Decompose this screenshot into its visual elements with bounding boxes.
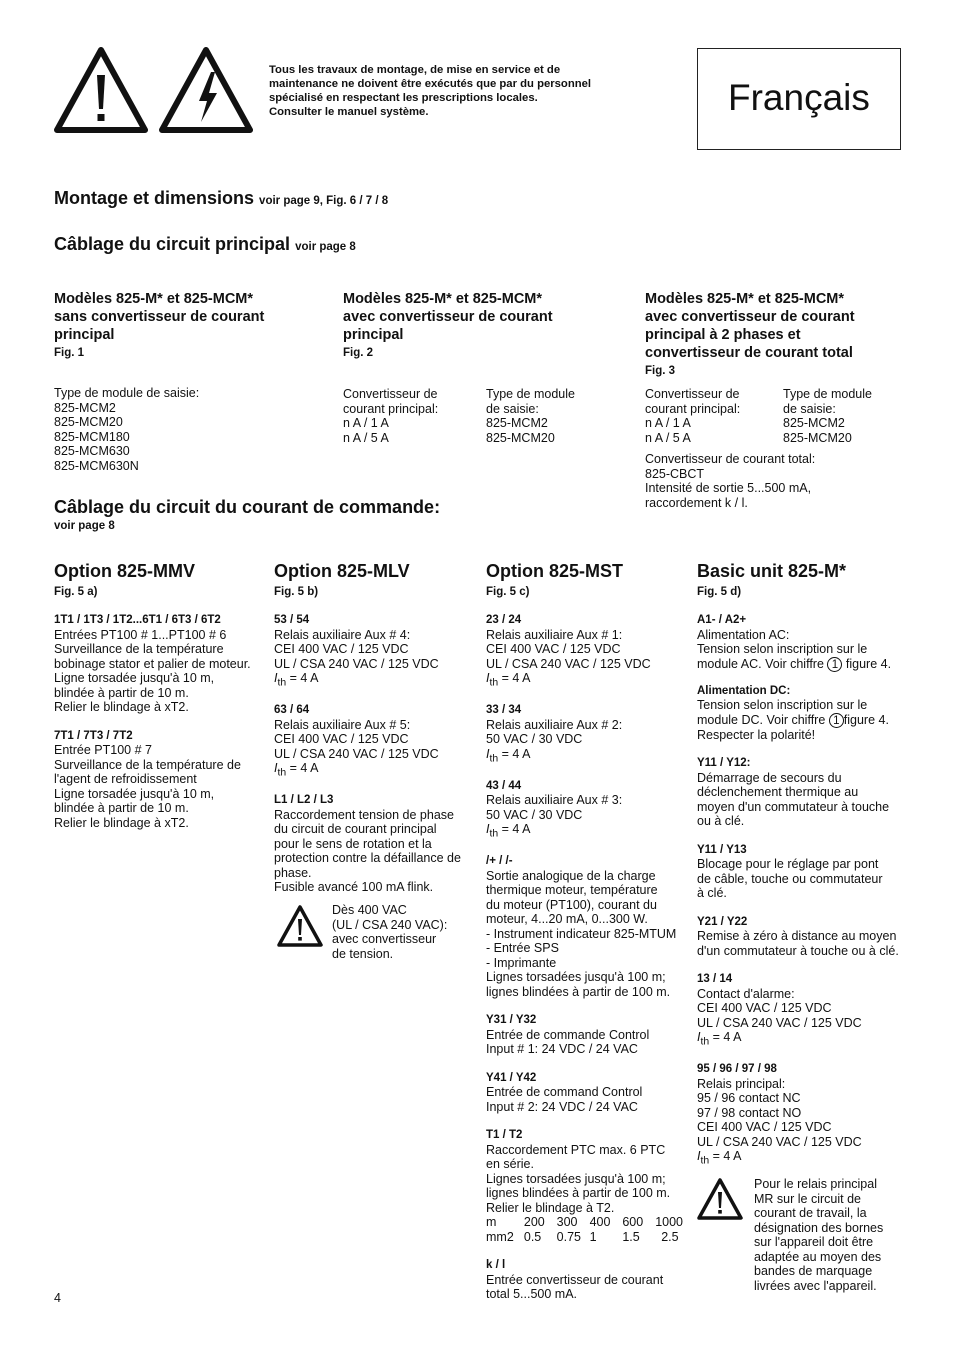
text-line: Type de module (486, 387, 575, 401)
text-line: en série. (486, 1157, 534, 1171)
text-line: Lignes torsadées jusqu'à 100 m; (486, 1171, 666, 1186)
ith-line (274, 761, 474, 781)
text-line: déclenchement thermique au (697, 785, 859, 800)
ith-line (486, 822, 691, 842)
text-line: Blocage pour le réglage par pont (697, 857, 879, 872)
text-line: n A / 5 A (343, 430, 389, 445)
basic-unit-title: Basic unit 825-M* (697, 561, 847, 581)
text-line: Input # 2: 24 VDC / 24 VAC (486, 1099, 638, 1114)
text-line: Relier le blindage à xT2. (54, 700, 189, 714)
text-line: UL / CSA 240 VAC / 125 VDC (697, 1134, 862, 1149)
electrical-hazard-icon (159, 47, 253, 133)
text-line: Fusible avancé 100 mA flink. (274, 880, 434, 894)
text-line: moyen d'un commutateur à touche (697, 799, 890, 814)
option-mst-title: Option 825-MST (486, 561, 624, 581)
basic-block (697, 972, 927, 1050)
table-cell: 400 (589, 1215, 611, 1229)
text-line: à clé. (697, 886, 727, 901)
safety-warning-text (269, 63, 669, 119)
cablage-principal-heading (54, 234, 356, 255)
text-line: Type de module (783, 387, 872, 401)
text-line: Sortie analogique de la charge (486, 868, 656, 883)
model-3-col1 (645, 387, 740, 445)
terminal-label: L1 / L2 / L3 (274, 794, 334, 806)
terminal-label: Y31 / Y32 (486, 1014, 537, 1026)
text-line: 825-MCM2 (783, 416, 845, 430)
text-line: d'un commutateur à touche ou à clé. (697, 943, 899, 958)
text-line: sur l'appareil doit être (754, 1235, 874, 1249)
cable-section-table (486, 1215, 691, 1244)
text-line: 825-MCM630 (54, 444, 130, 458)
option-mmv-title: Option 825-MMV (54, 561, 196, 581)
option-mmv-column (54, 561, 264, 830)
text-line: Input # 1: 24 VDC / 24 VAC (486, 1042, 638, 1056)
basic-note (754, 1177, 883, 1293)
mst-block (486, 1013, 691, 1057)
text-line: adaptée au moyen des (754, 1249, 882, 1264)
mst-block (486, 703, 691, 767)
option-mlv-column (274, 561, 474, 895)
text-line: Raccordement PTC max. 6 PTC (486, 1142, 666, 1157)
text-line: Entrée de command Control (486, 1085, 643, 1099)
text-line: 825-MCM20 (486, 430, 555, 445)
table-row (486, 1215, 691, 1230)
text-line: bobinage stator et palier de moteur. (54, 656, 251, 671)
warning-line: spécialisé en respectant les prescriptions locales. (269, 92, 538, 104)
terminal-label: 1T1 / 1T3 / 1T2...6T1 / 6T3 / 6T2 (54, 614, 221, 626)
text-fragment: figure 4. (843, 712, 889, 727)
table-row (486, 1230, 691, 1245)
text-line: protection contre la défaillance de (274, 851, 461, 865)
text-line: Ligne torsadée jusqu'à 10 m, (54, 786, 215, 801)
text-line: 95 / 96 contact NC (697, 1091, 801, 1106)
option-mlv-title: Option 825-MLV (274, 561, 410, 581)
mst-block (486, 1128, 691, 1244)
mlv-note (332, 903, 447, 961)
table-cell: 0.5 (523, 1229, 542, 1244)
text-line: Tension selon inscription sur le (697, 642, 868, 656)
option-mmv-fig: Fig. 5 a) (54, 586, 98, 598)
table-cell: 1 (589, 1229, 597, 1244)
text-line: - Instrument indicateur 825-MTUM (486, 926, 677, 941)
text-line: MR sur le circuit de (754, 1191, 861, 1206)
text-line: 50 VAC / 30 VDC (486, 732, 583, 746)
page-number: 4 (54, 1291, 61, 1305)
text-line: Dès 400 VAC (332, 903, 407, 917)
terminal-label: 43 / 44 (486, 779, 522, 792)
language-box (697, 48, 901, 150)
terminal-label: /+ / /- (486, 855, 513, 867)
text-line: n A / 1 A (645, 416, 691, 430)
mst-block (486, 854, 691, 999)
text-line: Relais auxiliaire Aux # 3: (486, 793, 623, 807)
basic-unit-fig: Fig. 5 d) (697, 586, 742, 598)
montage-ref: voir page 9, Fig. 6 / 7 / 8 (259, 195, 389, 207)
text-line: 825-MCM20 (783, 430, 852, 445)
model-3-fig: Fig. 3 (645, 365, 676, 377)
basic-block (697, 756, 927, 829)
text-line: 825-MCM180 (54, 429, 130, 444)
basic-block (697, 843, 927, 901)
terminal-label: 23 / 24 (486, 614, 522, 626)
ith-symbol: I (274, 761, 278, 775)
text-line: UL / CSA 240 VAC / 125 VDC (274, 656, 439, 671)
warning-line: Tous les travaux de montage, de mise en service et de (269, 64, 561, 76)
cablage-commande-heading (54, 497, 440, 532)
table-cell: 600 (622, 1215, 644, 1229)
terminal-label: 53 / 54 (274, 614, 310, 626)
text-line: Tension selon inscription sur le (697, 698, 868, 713)
warning-line: Consulter le manuel système. (269, 106, 429, 118)
general-warning-icon (54, 47, 148, 133)
title-line: Modèles 825-M* et 825-MCM* (645, 291, 845, 307)
text-line: CEI 400 VAC / 125 VDC (274, 642, 409, 656)
ith-subscript: th (489, 828, 499, 840)
text-line: Relais auxiliaire Aux # 5: (274, 717, 411, 732)
text-line: Convertisseur de (645, 387, 740, 401)
text-line: n A / 1 A (343, 416, 389, 430)
text-line: ou à clé. (697, 814, 745, 829)
text-line: raccordement k / l. (645, 495, 748, 510)
text-line: blindée à partir de 10 m. (54, 685, 189, 700)
terminal-label: 95 / 96 / 97 / 98 (697, 1063, 777, 1076)
text-line: Intensité de sortie 5...500 mA, (645, 481, 812, 495)
title-line: principal (343, 327, 404, 343)
model-3-extra (645, 452, 815, 510)
text-line: CEI 400 VAC / 125 VDC (697, 1001, 832, 1016)
text-line: n A / 5 A (645, 430, 691, 445)
text-line: de saisie: (486, 401, 539, 416)
text-line (697, 657, 927, 672)
text-line: 825-MCM2 (486, 416, 548, 430)
model-2-col1 (343, 387, 438, 445)
text-line: Relier le blindage à T2. (486, 1200, 615, 1215)
basic-warning-icon (697, 1178, 743, 1220)
text-line: courant principal: (645, 401, 741, 416)
table-cell: 2.5 (661, 1229, 679, 1244)
text-line: Entrées PT100 # 1...PT100 # 6 (54, 627, 227, 642)
mlv-warning-icon (277, 905, 323, 947)
text-line: Pour le relais principal (754, 1177, 877, 1191)
text-line: UL / CSA 240 VAC / 125 VDC (486, 656, 651, 671)
mlv-block (274, 703, 474, 781)
text-line: 50 VAC / 30 VDC (486, 807, 583, 822)
ith-line (486, 671, 691, 691)
model-3-col2 (783, 387, 872, 445)
model-block-1 (54, 290, 324, 473)
cablage-commande-ref: voir page 8 (54, 520, 115, 532)
terminal-label: Alimentation DC: (697, 684, 791, 697)
text-line: (UL / CSA 240 VAC): (332, 917, 448, 932)
model-1-text (54, 386, 324, 473)
model-2-col2 (486, 387, 575, 445)
ith-subscript: th (489, 753, 499, 764)
title-line: principal (54, 327, 115, 343)
model-block-2 (343, 290, 623, 359)
text-line: Convertisseur de courant total: (645, 452, 816, 466)
model-1-title (54, 290, 324, 344)
text-line: 825-CBCT (645, 466, 705, 481)
mmv-block (54, 729, 264, 831)
cablage-commande-title: Câblage du circuit du courant de commande: (54, 497, 441, 517)
table-cell: 0.75 (556, 1229, 581, 1244)
text-line: du circuit de courant principal (274, 822, 437, 836)
text-line: blindée à partir de 10 m. (54, 801, 189, 815)
text-line: du moteur (PT100), courant du (486, 897, 657, 912)
text-line: Lignes torsadées jusqu'à 100 m; (486, 970, 666, 984)
table-cell: 1000 (655, 1215, 683, 1229)
mst-block (486, 613, 691, 691)
text-line: Raccordement tension de phase (274, 807, 454, 822)
ith-symbol: I (697, 1149, 701, 1164)
ith-value: = 4 A (712, 1149, 742, 1164)
terminal-label: A1- / A2+ (697, 614, 747, 626)
basic-block (697, 1062, 927, 1169)
mst-block (486, 1258, 691, 1302)
text-line: Relais auxiliaire Aux # 4: (274, 627, 411, 642)
text-line: CEI 400 VAC / 125 VDC (486, 642, 621, 656)
text-line: Surveillance de la température de (54, 757, 241, 772)
text-line: Relier le blindage à xT2. (54, 815, 189, 830)
table-cell: m (486, 1215, 497, 1229)
text-line: livrées avec l'appareil. (754, 1278, 877, 1293)
text-line: Respecter la polarité! (697, 727, 816, 742)
text-line: courant principal: (343, 401, 439, 416)
table-cell: 200 (523, 1215, 545, 1229)
ith-value: = 4 A (289, 761, 319, 775)
warning-line: maintenance ne doivent être exécutés que par du personnel (269, 78, 592, 90)
model-2-title (343, 290, 623, 344)
ith-value: = 4 A (712, 1030, 742, 1045)
ith-symbol: I (486, 671, 490, 685)
text-line: courant de travail, la (754, 1206, 867, 1220)
circled-number: 1 (827, 657, 842, 672)
text-line: pour le sens de rotation et la (274, 836, 432, 851)
title-line: Modèles 825-M* et 825-MCM* (343, 291, 543, 307)
title-line: avec convertisseur de courant (645, 309, 855, 325)
text-line: de tension. (332, 946, 394, 961)
text-line: - Imprimante (486, 955, 557, 970)
option-mst-fig: Fig. 5 c) (486, 586, 530, 598)
title-line: convertisseur de courant total (645, 345, 853, 361)
text-line: de câble, touche ou commutateur (697, 871, 883, 886)
basic-unit-column (697, 561, 927, 1169)
model-2-fig: Fig. 2 (343, 347, 374, 359)
text-line: désignation des bornes (754, 1220, 884, 1235)
option-mst-column (486, 561, 691, 1302)
ith-subscript: th (489, 677, 499, 689)
ith-line (274, 671, 474, 691)
ith-symbol: I (486, 746, 490, 761)
text-line: Entrée PT100 # 7 (54, 743, 152, 757)
terminal-label: Y11 / Y12: (697, 757, 751, 770)
text-line: 825-MCM630N (54, 458, 139, 473)
ith-symbol: I (274, 671, 278, 685)
text-line: Relais principal: (697, 1076, 786, 1091)
text-line: Convertisseur de (343, 387, 438, 401)
mst-block (486, 1071, 691, 1115)
ith-value: = 4 A (501, 822, 531, 836)
ith-line (697, 1149, 927, 1169)
text-line: Remise à zéro à distance au moyen (697, 929, 897, 944)
text-line: l'agent de refroidissement (54, 772, 197, 786)
terminal-label: 13 / 14 (697, 973, 733, 986)
terminal-label: Y21 / Y22 (697, 915, 748, 928)
terminal-label: Y11 / Y13 (697, 843, 747, 856)
text-line: UL / CSA 240 VAC / 125 VDC (274, 746, 439, 761)
text-line: - Entrée SPS (486, 941, 559, 955)
ith-line (697, 1030, 927, 1050)
cablage-principal-ref: voir page 8 (295, 241, 356, 253)
text-line: CEI 400 VAC / 125 VDC (274, 732, 409, 746)
text-line: Relais auxiliaire Aux # 1: (486, 627, 623, 642)
text-line: 97 / 98 contact NO (697, 1105, 802, 1120)
text-line: Type de module de saisie: (54, 386, 200, 400)
text-line: Relais auxiliaire Aux # 2: (486, 717, 623, 732)
mmv-block (54, 613, 264, 715)
title-line: avec convertisseur de courant (343, 309, 553, 325)
mlv-block (274, 613, 474, 691)
text-line: Démarrage de secours du (697, 770, 842, 785)
terminal-label: 63 / 64 (274, 704, 310, 716)
terminal-label: T1 / T2 (486, 1129, 523, 1141)
ith-value: = 4 A (501, 671, 531, 685)
ith-subscript: th (277, 677, 287, 689)
table-cell: mm2 (486, 1229, 514, 1244)
text-line: Alimentation AC: (697, 627, 790, 642)
text-line: lignes blindées à partir de 100 m. (486, 984, 671, 999)
text-line: 825-MCM20 (54, 415, 123, 429)
circled-number: 1 (829, 713, 844, 728)
text-line: moteur, 4...20 mA, 0...300 W. (486, 912, 648, 926)
text-line: lignes blindées à partir de 100 m. (486, 1186, 671, 1200)
title-line: principal à 2 phases et (645, 327, 801, 343)
ith-value: = 4 A (501, 746, 531, 761)
table-cell: 300 (556, 1215, 578, 1229)
title-line: sans convertisseur de courant (54, 309, 265, 325)
ith-subscript: th (700, 1036, 710, 1048)
text-line: phase. (274, 865, 312, 880)
text-line: CEI 400 VAC / 125 VDC (697, 1120, 832, 1135)
text-line: Surveillance de la température (54, 642, 224, 656)
text-line: Contact d'alarme: (697, 986, 795, 1001)
montage-title: Montage et dimensions (54, 188, 255, 208)
terminal-label: 33 / 34 (486, 704, 522, 716)
mst-block (486, 779, 691, 843)
text-line: thermique moteur, température (486, 883, 658, 897)
text-line: bandes de marquage (754, 1264, 873, 1278)
text-line: Entrée de commande Control (486, 1027, 650, 1042)
ith-symbol: I (486, 822, 490, 836)
model-1-fig: Fig. 1 (54, 347, 85, 359)
ith-value: = 4 A (289, 671, 319, 685)
text-fragment: module DC. Voir chiffre (697, 712, 826, 727)
ith-line (486, 747, 691, 767)
terminal-label: Y41 / Y42 (486, 1071, 537, 1084)
table-cell: 1.5 (622, 1229, 640, 1244)
text-fragment: module AC. Voir chiffre (697, 656, 824, 671)
ith-subscript: th (277, 767, 287, 779)
ith-symbol: I (697, 1030, 701, 1045)
text-line: 825-MCM2 (54, 400, 116, 415)
text-line (697, 713, 927, 728)
text-line: UL / CSA 240 VAC / 125 VDC (697, 1015, 862, 1030)
text-line: de saisie: (783, 401, 836, 416)
model-3-title (645, 290, 915, 362)
basic-block (697, 684, 927, 743)
text-fragment: figure 4. (845, 656, 892, 671)
montage-heading (54, 188, 388, 209)
cablage-principal-title: Câblage du circuit principal (54, 234, 291, 254)
title-line: Modèles 825-M* et 825-MCM* (54, 291, 254, 307)
model-block-3 (645, 290, 915, 377)
terminal-label: k / l (486, 1259, 506, 1271)
text-line: Ligne torsadée jusqu'à 10 m, (54, 671, 215, 685)
terminal-label: 7T1 / 7T3 / 7T2 (54, 729, 133, 742)
ith-subscript: th (700, 1155, 710, 1167)
basic-block (697, 613, 927, 672)
text-line: avec convertisseur (332, 932, 437, 946)
text-line: Entrée convertisseur de courant (486, 1272, 664, 1287)
language-label: Français (728, 77, 870, 118)
mlv-block (274, 793, 474, 895)
text-line: total 5...500 mA. (486, 1287, 578, 1301)
basic-block (697, 915, 927, 959)
option-mlv-fig: Fig. 5 b) (274, 586, 319, 598)
